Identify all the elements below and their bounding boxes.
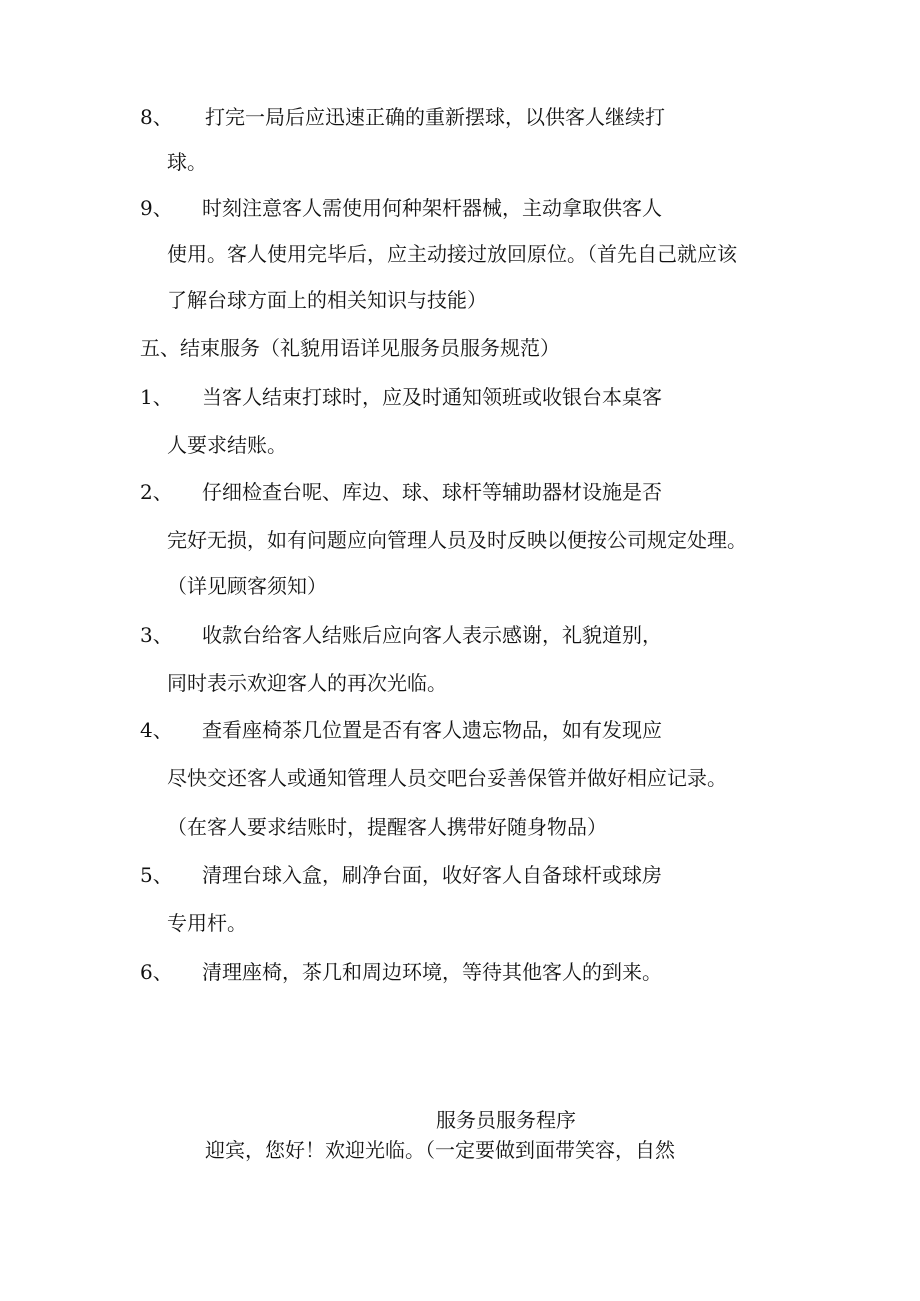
item-number: 6、 <box>140 960 173 984</box>
item-text: 清理台球入盒，刷净台面，收好客人自备球杆或球房 <box>202 863 662 887</box>
item-number: 5、 <box>140 863 173 887</box>
body-text-line: 迎宾，您好！欢迎光临。（一定要做到面带笑容，自然 <box>205 1138 675 1162</box>
item-text: 收款台给客人结账后应向客人表示感谢，礼貌道别， <box>202 623 662 647</box>
item-text: （在客人要求结账时，提醒客人携带好随身物品） <box>167 815 607 839</box>
section-heading: 五、结束服务（礼貌用语详见服务员服务规范） <box>140 336 560 360</box>
page-title: 服务员服务程序 <box>436 1108 576 1132</box>
item-text: 查看座椅茶几位置是否有客人遗忘物品，如有发现应 <box>202 718 662 742</box>
item-text: 人要求结账。 <box>167 433 287 457</box>
item-text: 清理座椅，茶几和周边环境，等待其他客人的到来。 <box>202 960 662 984</box>
item-text: 球。 <box>167 150 207 174</box>
item-number: 2、 <box>140 480 173 504</box>
item-number: 4、 <box>140 718 173 742</box>
item-text: 仔细检查台呢、库边、球、球杆等辅助器材设施是否 <box>202 480 662 504</box>
item-text: 尽快交还客人或通知管理人员交吧台妥善保管并做好相应记录。 <box>167 766 727 790</box>
item-text: （详见顾客须知） <box>167 574 327 598</box>
item-text: 了解台球方面上的相关知识与技能） <box>167 288 487 312</box>
item-number: 9、 <box>140 196 173 220</box>
item-text: 当客人结束打球时，应及时通知领班或收银台本桌客 <box>202 385 662 409</box>
item-text: 专用杆。 <box>167 911 247 935</box>
item-number: 8、 <box>140 105 173 129</box>
item-number: 1、 <box>140 385 173 409</box>
item-text: 同时表示欢迎客人的再次光临。 <box>167 671 447 695</box>
item-text: 使用。客人使用完毕后，应主动接过放回原位。（首先自己就应该 <box>167 242 737 266</box>
item-text: 打完一局后应迅速正确的重新摆球，以供客人继续打 <box>205 105 665 129</box>
item-text: 完好无损，如有问题应向管理人员及时反映以便按公司规定处理。 <box>167 528 747 552</box>
item-text: 时刻注意客人需使用何种架杆器械，主动拿取供客人 <box>202 196 662 220</box>
item-number: 3、 <box>140 623 173 647</box>
